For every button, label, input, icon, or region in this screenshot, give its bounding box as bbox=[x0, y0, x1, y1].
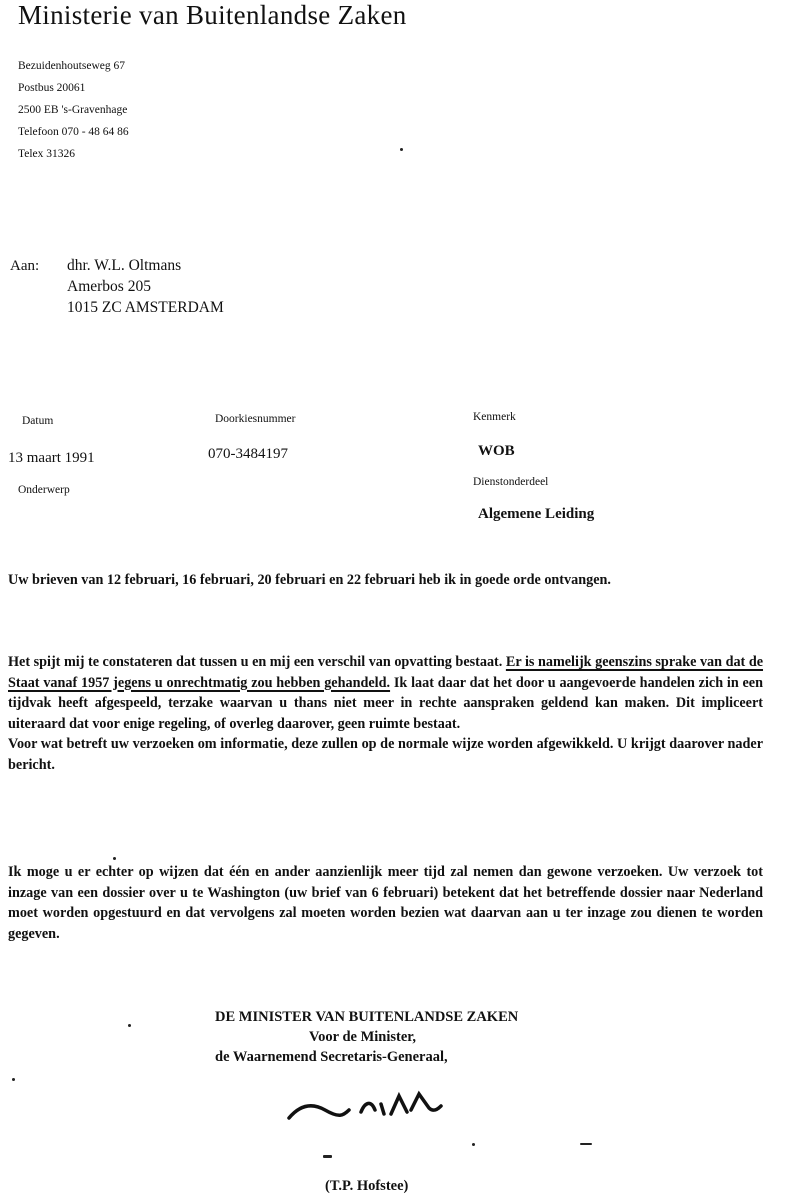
body-paragraph-1 bbox=[8, 570, 763, 591]
scan-speck bbox=[472, 1143, 475, 1146]
scan-speck bbox=[400, 148, 403, 151]
scan-speck bbox=[323, 1155, 332, 1158]
scan-speck bbox=[580, 1143, 592, 1145]
underlined-statement: Er is namelijk geenszins sprake van dat de Staat vanaf 1957 jegens u onrechtmatig zou hebben gehandeld. bbox=[8, 654, 764, 691]
address-line-postbus: Postbus 20061 bbox=[18, 82, 86, 94]
ministry-address bbox=[18, 55, 129, 165]
address-line-phone: Telefoon 070 - 48 64 86 bbox=[18, 126, 129, 138]
closing-block bbox=[215, 1007, 518, 1067]
body-paragraph-2 bbox=[8, 652, 763, 775]
paragraph-text: Voor wat betreft uw verzoeken om informatie, deze zullen op de normale wijze worden afgewikkeld. U krijgt daarover nader bericht. bbox=[8, 736, 763, 773]
doorkies-value: 070-3484197 bbox=[208, 446, 288, 462]
datum-value: 13 maart 1991 bbox=[8, 450, 95, 466]
paragraph-text: Uw brieven van 12 februari, 16 februari, 20 februari en 22 februari heb ik in goede orde ontvangen. bbox=[8, 572, 611, 588]
body-paragraph-4 bbox=[8, 862, 763, 944]
scan-speck bbox=[12, 1078, 15, 1081]
dienstonderdeel-label: Dienstonderdeel bbox=[473, 476, 549, 488]
paragraph-text bbox=[8, 652, 763, 734]
closing-line-minister: DE MINISTER VAN BUITENLANDSE ZAKEN bbox=[215, 1009, 519, 1025]
kenmerk-label: Kenmerk bbox=[473, 411, 516, 423]
paragraph-intro: Het spijt mij te constateren dat tussen u en mij een verschil van opvatting bestaat. bbox=[8, 654, 503, 670]
handwritten-signature bbox=[285, 1080, 455, 1135]
recipient-name: dhr. W.L. Oltmans bbox=[67, 257, 182, 274]
address-line-telex: Telex 31326 bbox=[18, 148, 76, 160]
recipient-address bbox=[67, 255, 224, 318]
paragraph-continuation: Ik laat daar dat het door u aangevoerde handelen zich in een tijdvak heeft afgespeeld, terzake waarvan u thans niet meer in rechte aanspraken geldend kan maken. Dit impliceert uiteraard dat voor enige regeling, of overleg daarover, geen ruimte bestaat. bbox=[8, 674, 763, 732]
onderwerp-label: Onderwerp bbox=[18, 484, 70, 496]
recipient-street: Amerbos 205 bbox=[67, 278, 151, 295]
closing-line-secretaris: de Waarnemend Secretaris-Generaal, bbox=[215, 1049, 448, 1065]
ministry-title: Ministerie van Buitenlandse Zaken bbox=[18, 0, 407, 30]
address-line-city: 2500 EB 's-Gravenhage bbox=[18, 104, 128, 116]
signature-scribble bbox=[285, 1080, 455, 1130]
recipient-city: 1015 ZC AMSTERDAM bbox=[67, 299, 224, 316]
recipient-label: Aan: bbox=[10, 258, 40, 274]
kenmerk-value: WOB bbox=[478, 443, 515, 459]
scan-speck bbox=[113, 857, 116, 860]
scan-speck bbox=[128, 1024, 131, 1027]
paragraph-text: Ik moge u er echter op wijzen dat één en ander aanzienlijk meer tijd zal nemen dan gewone verzoeken. Uw verzoek tot inzage van een dossier over u te Washington (uw brief van 6 februari) betekent dat het betreffende dossier naar Nederland moet worden opgestuurd en dat vervolgens zal moeten worden bezien wat daarvan aan u ter inzage zou dienen te worden gegeven. bbox=[8, 864, 763, 942]
doorkies-label: Doorkiesnummer bbox=[215, 413, 296, 425]
address-line-street: Bezuidenhoutseweg 67 bbox=[18, 60, 125, 72]
datum-label: Datum bbox=[22, 415, 54, 427]
signatory-name: (T.P. Hofstee) bbox=[325, 1178, 409, 1194]
closing-line-voor: Voor de Minister, bbox=[309, 1029, 417, 1045]
dienstonderdeel-value: Algemene Leiding bbox=[478, 506, 595, 522]
